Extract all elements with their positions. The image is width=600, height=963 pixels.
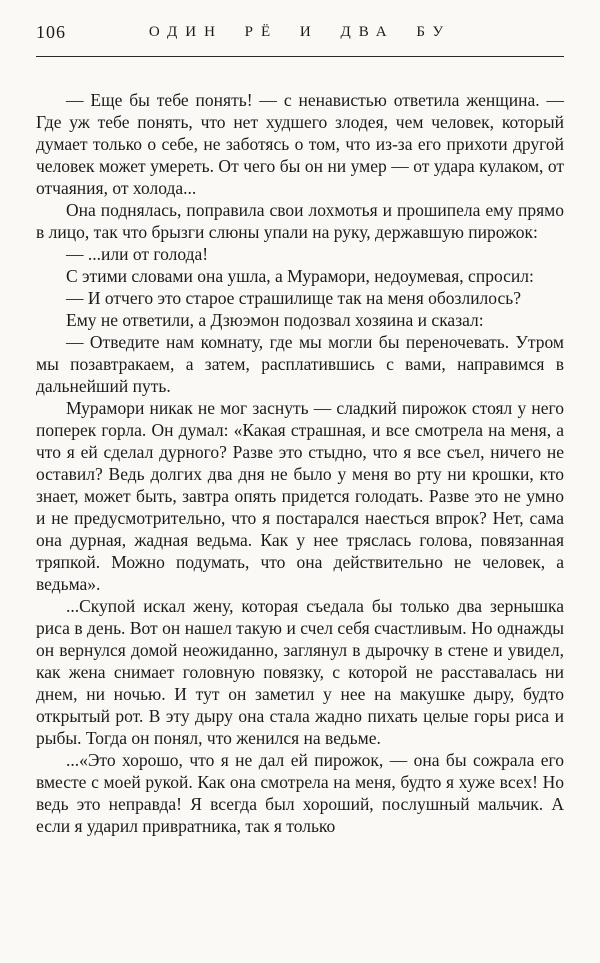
paragraph: ...Скупой искал жену, которая съедала бы только два зернышка риса в день. Вот он нашел такую и счел себя счастливым. Но однажды он вернулся домой неожиданно, заглянул в дырочку в стене и увидел, как жена снимает головную повязку, с которой не расставалась ни днем, ни ночью. И тут он заметил у нее на макушке дыру, будто открытый рот. В эту дыру она стала жадно пихать целые горы риса и рыбы. Тогда он понял, что женился на ведьме.	[36, 596, 564, 748]
page-header	[36, 20, 564, 56]
body-text	[36, 89, 564, 837]
header-rule	[36, 56, 564, 57]
paragraph: Ему не ответили, а Дзюэмон подозвал хозяина и сказал:	[66, 310, 484, 330]
paragraph: С этими словами она ушла, а Мурамори, недоумевая, спросил:	[66, 266, 534, 286]
paragraph: — И отчего это старое страшилище так на меня обозлилось?	[66, 288, 521, 308]
paragraph: Мурамори никак не мог заснуть — сладкий пирожок стоял у него поперек горла. Он думал: «Какая страшная, и все смотрела на меня, а что я ей сделал дурного? Разве это стыдно, что я все съел, ничего не оставил? Ведь долгих два дня не было у меня во рту ни крошки, кто знает, может быть, завтра опять придется голодать. Разве это не умно и не предусмотрительно, что я постарался наесться впрок? Нет, сама она дурная, жадная ведьма. Как у нее тряслась голова, повязанная тряпкой. Можно подумать, что она действительно не человек, а ведьма».	[36, 398, 564, 594]
paragraph: — Еще бы тебе понять! — с ненавистью ответила женщина. — Где уж тебе понять, что нет худшего злодея, чем человек, который думает только о себе, не заботясь о том, что из-за его прихоти другой человек может умереть. От чего бы он ни умер — от удара кулаком, от отчаяния, от холода...	[36, 90, 564, 198]
paragraph: ...«Это хорошо, что я не дал ей пирожок, — она бы сожрала его вместе с моей рукой. Как она смотрела на меня, будто я хуже всех! Но ведь это неправда! Я всегда был хороший, послушный мальчик. А если я ударил привратника, так я только	[36, 750, 564, 836]
running-title: ОДИН РЁ И ДВА БУ	[148, 24, 452, 40]
paragraph: Она поднялась, поправила свои лохмотья и прошипела ему прямо в лицо, так что брызги слюны упали на руку, державшую пирожок:	[36, 200, 564, 242]
paragraph: — Отведите нам комнату, где мы могли бы переночевать. Утром мы позавтракаем, а затем, расплатившись с вами, направимся в дальнейший путь.	[36, 332, 564, 396]
page-number: 106	[36, 22, 66, 42]
paragraph: — ...или от голода!	[66, 244, 209, 264]
